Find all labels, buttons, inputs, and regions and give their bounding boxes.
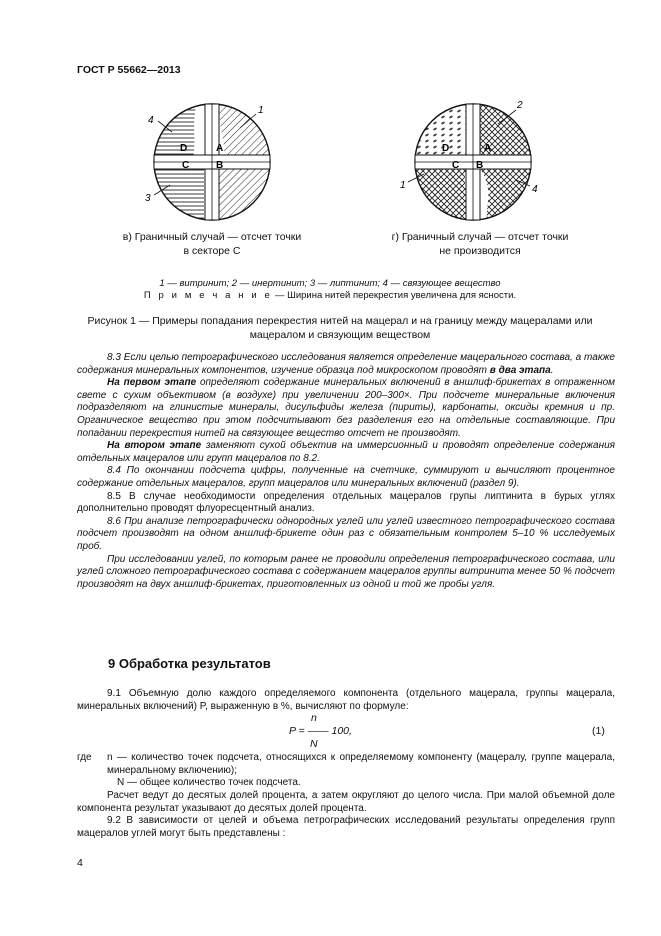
left-callout-4: 4 (148, 115, 154, 126)
where-label: где (77, 752, 92, 763)
paragraph-8-3: 8.3 Если целью петрографического исследования является определение мацерального состава, а также содержания минеральных компонентов, изучение образца под микроскопом проводят в два этапа. (77, 352, 615, 376)
right-callout-1: 1 (400, 180, 406, 191)
left-sector-a: A (216, 143, 224, 154)
caption-left-line2: в секторе С (183, 245, 241, 257)
where-N-definition: N — общее количество точек подсчета. (117, 777, 301, 789)
caption-right-line1: г) Граничный случай — отсчет точки (391, 231, 569, 243)
paragraph-stage-2: На втором этапе заменяют сухой объектив на иммерсионный и проводят определение содержания отдельных мацералов или групп мацералов по 8.2. (77, 440, 615, 464)
formula-denominator: N (310, 738, 318, 750)
paragraph-9-1: 9.1 Объемную долю каждого определяемого компонента (отдельного мацерала, группы мацерала, минеральных включений) P, выраженную в %, вычисляют по формуле: (77, 688, 615, 712)
figure-title (60, 314, 620, 342)
document-header: ГОСТ Р 55662—2013 (77, 64, 181, 76)
formula-numerator: n (311, 712, 317, 724)
figure-title-line1: Рисунок 1 — Примеры попадания перекрестия нитей на мацерал и на границу между мацералами или (87, 315, 593, 327)
formula-label: (1) (592, 725, 605, 737)
note-label: П р и м е ч а н и е (143, 290, 273, 301)
figure-note (60, 290, 600, 302)
paragraph-9-1-wrap (77, 688, 615, 713)
where-clause (77, 752, 615, 790)
closing-paragraphs (77, 790, 615, 840)
paragraph-stage-1: На первом этапе определяют содержание минеральных включений в аншлиф-брикетах в отраженном свете с сухим объективом (в воздухе) при увеличении 200–300×. При подсчете минеральные включения подразделяют на глинистые минералы, дисульфиды железа (пириты), карбонаты, оксиды кремния и пр. Органическое вещество при этом подсчитывают без разделения его на отдельные составляющие. При попадании перекрестия нитей на связующее вещество отсчет не производят. (77, 377, 615, 439)
right-sector-c: C (452, 160, 460, 171)
diagram-left (145, 100, 280, 230)
left-sector-b: B (216, 160, 224, 171)
section-9-title: 9 Обработка результатов (108, 656, 271, 671)
paragraph-8-4: 8.4 По окончании подсчета цифры, полученные на счетчике, суммируют и вычисляют процентное содержание отдельных мацералов, групп мацералов или минеральных включений (раздел 9). (77, 465, 615, 489)
where-n-definition: n — количество точек подсчета, относящихся к определяемому компоненту (мацералу, группе мацерала, минеральному включению); (107, 752, 615, 776)
page-number: 4 (77, 857, 83, 869)
right-callout-2: 2 (517, 100, 523, 111)
figure-title-line2: мацералом и связующим веществом (249, 329, 431, 341)
right-sector-d: D (442, 143, 450, 154)
caption-left (96, 230, 328, 258)
paragraph-8-5: 8.5 В случае необходимости определения отдельных мацералов групы липтинита в бурых углях дополнительно проводят флуоресцентный анализ. (77, 490, 615, 515)
right-sector-b: B (476, 160, 484, 171)
diagram-right (400, 100, 540, 230)
caption-right (364, 230, 596, 258)
note-text: — Ширина нитей перекрестия увеличена для ясности. (272, 290, 517, 301)
left-sector-d: D (180, 143, 188, 154)
right-sector-a: A (484, 143, 492, 154)
right-callout-4: 4 (532, 184, 538, 195)
formula-main: P = —— 100, (289, 725, 352, 737)
section-8-text (77, 352, 615, 591)
paragraph-8-6: 8.6 При анализе петрографически однородных углей или углей известного петрографического состава подсчет производят на одном аншлиф-брикете один раз с обязательным контролем 5–10 % исследуемых проб. (77, 515, 615, 552)
caption-left-line1: в) Граничный случай — отсчет точки (122, 231, 302, 243)
figure-legend: 1 — витринит; 2 — инертинит; 3 — липтинит; 4 — связующее вещество (159, 278, 501, 289)
caption-right-line2: не производится (439, 245, 521, 257)
paragraph-8-6-continued: При исследовании углей, по которым ранее не проводили определения петрографического состава, или углей сложного петрографического состава с содержанием мацералов группы витринита менее 50 % подсчет производят на двух аншлиф-брикетах, приготовленных из одной и той же пробы угля. (77, 553, 615, 590)
paragraph-rounding: Расчет ведут до десятых долей процента, а затем округляют до целого числа. При малой объемной доле компонента результат указывают до десятых долей процента. (77, 790, 615, 814)
left-sector-c: C (182, 160, 190, 171)
left-callout-1: 1 (258, 105, 264, 116)
paragraph-9-2: 9.2 В зависимости от целей и объема петрографических исследований результаты определения групп мацералов углей могут быть представлены : (77, 815, 615, 839)
left-callout-3: 3 (145, 193, 151, 204)
